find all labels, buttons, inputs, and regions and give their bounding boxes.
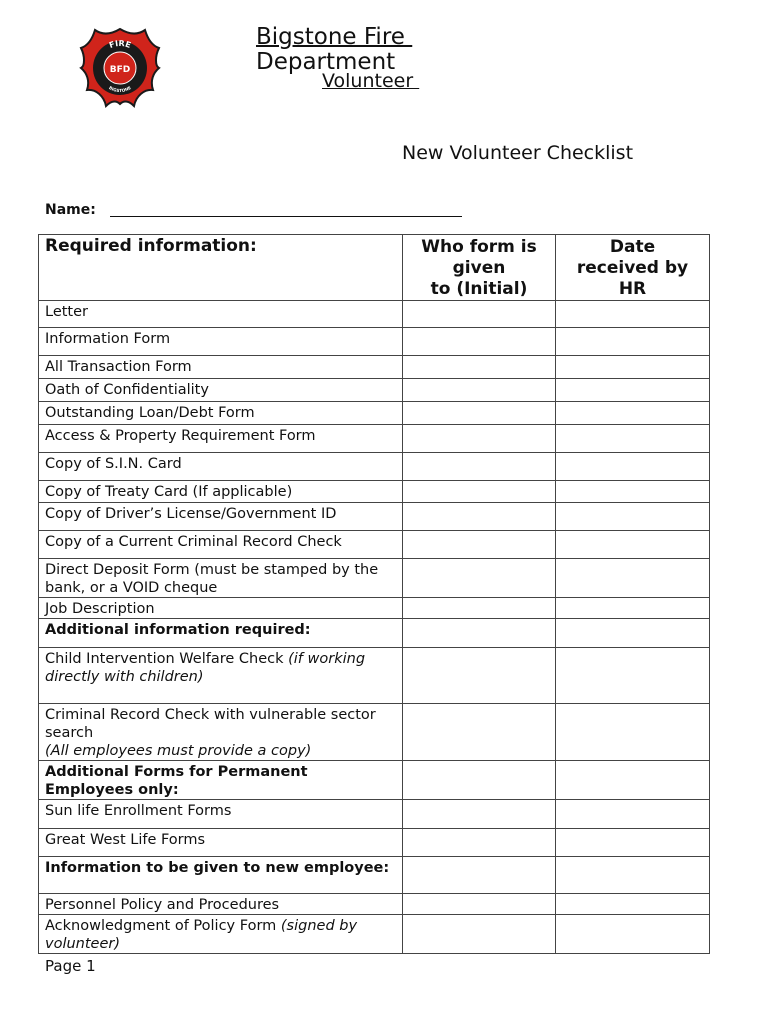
page-number: Page 1 bbox=[45, 957, 96, 975]
item-note: (All employees must provide a copy) bbox=[45, 743, 312, 759]
item-label: Oath of Confidentiality bbox=[39, 379, 403, 402]
initial-cell[interactable] bbox=[403, 301, 556, 328]
item-label: Acknowledgment of Policy Form (signed by volunteer) bbox=[39, 915, 403, 954]
date-received-cell[interactable] bbox=[556, 598, 710, 619]
table-row bbox=[39, 800, 710, 829]
table-row bbox=[39, 829, 710, 857]
table-row bbox=[39, 894, 710, 915]
date-received-cell[interactable] bbox=[556, 531, 710, 559]
date-received-cell[interactable] bbox=[556, 915, 710, 954]
date-received-header bbox=[556, 235, 710, 301]
date-received-cell[interactable] bbox=[556, 619, 710, 648]
item-note: (if working directly with children) bbox=[45, 651, 366, 685]
organization-title: Bigstone Fire bbox=[256, 24, 413, 50]
table-row bbox=[39, 379, 710, 402]
initial-cell[interactable] bbox=[403, 857, 556, 894]
section-row bbox=[39, 619, 710, 648]
date-received-cell[interactable] bbox=[556, 761, 710, 800]
header-line: given bbox=[452, 258, 506, 278]
item-label: Direct Deposit Form (must be stamped by the bank, or a VOID cheque bbox=[39, 559, 403, 598]
table-row bbox=[39, 598, 710, 619]
date-received-cell[interactable] bbox=[556, 481, 710, 503]
initial-cell[interactable] bbox=[403, 425, 556, 453]
date-received-cell[interactable] bbox=[556, 301, 710, 328]
section-row bbox=[39, 761, 710, 800]
organization-title-cut: Department bbox=[256, 49, 396, 75]
item-label: Copy of Driver’s License/Government ID bbox=[39, 503, 403, 531]
initial-cell[interactable] bbox=[403, 894, 556, 915]
table-row bbox=[39, 481, 710, 503]
table-row bbox=[39, 531, 710, 559]
item-label: Criminal Record Check with vulnerable sector search (All employees must provide a copy) bbox=[39, 704, 403, 761]
table-row bbox=[39, 503, 710, 531]
table-row bbox=[39, 402, 710, 425]
table-row bbox=[39, 559, 710, 598]
item-label: All Transaction Form bbox=[39, 356, 403, 379]
date-received-cell[interactable] bbox=[556, 704, 710, 761]
section-label: Volunteer bbox=[322, 70, 420, 92]
item-label: Information Form bbox=[39, 328, 403, 356]
table-row bbox=[39, 915, 710, 954]
section-heading: Information to be given to new employee: bbox=[39, 857, 403, 894]
initial-cell[interactable] bbox=[403, 619, 556, 648]
item-label: Copy of a Current Criminal Record Check bbox=[39, 531, 403, 559]
name-field[interactable] bbox=[110, 216, 462, 217]
table-header-row bbox=[39, 235, 710, 301]
date-received-cell[interactable] bbox=[556, 894, 710, 915]
date-received-cell[interactable] bbox=[556, 829, 710, 857]
date-received-cell[interactable] bbox=[556, 559, 710, 598]
item-note: (signed by volunteer) bbox=[45, 918, 358, 952]
date-received-cell[interactable] bbox=[556, 503, 710, 531]
table-row bbox=[39, 453, 710, 481]
logo-ring-bottom-text: BIGSTONE bbox=[108, 85, 132, 94]
initial-cell[interactable] bbox=[403, 356, 556, 379]
item-label: Great West Life Forms bbox=[39, 829, 403, 857]
initial-cell[interactable] bbox=[403, 328, 556, 356]
header-line: to (Initial) bbox=[430, 279, 528, 299]
date-received-cell[interactable] bbox=[556, 379, 710, 402]
initial-cell[interactable] bbox=[403, 800, 556, 829]
initial-cell[interactable] bbox=[403, 481, 556, 503]
item-label: Personnel Policy and Procedures bbox=[39, 894, 403, 915]
item-label: Copy of Treaty Card (If applicable) bbox=[39, 481, 403, 503]
initial-cell[interactable] bbox=[403, 531, 556, 559]
who-form-given-header bbox=[403, 235, 556, 301]
logo-center-text: BFD bbox=[109, 65, 131, 75]
header-line: received by bbox=[576, 258, 689, 278]
table-row bbox=[39, 301, 710, 328]
item-label: Child Intervention Welfare Check (if working directly with children) bbox=[39, 648, 403, 704]
item-label: Sun life Enrollment Forms bbox=[39, 800, 403, 829]
checklist-table bbox=[38, 234, 710, 954]
date-received-cell[interactable] bbox=[556, 648, 710, 704]
date-received-cell[interactable] bbox=[556, 800, 710, 829]
item-label: Copy of S.I.N. Card bbox=[39, 453, 403, 481]
date-received-cell[interactable] bbox=[556, 425, 710, 453]
date-received-cell[interactable] bbox=[556, 356, 710, 379]
name-label: Name: bbox=[45, 202, 96, 218]
fire-department-logo bbox=[78, 26, 162, 110]
initial-cell[interactable] bbox=[403, 453, 556, 481]
initial-cell[interactable] bbox=[403, 829, 556, 857]
initial-cell[interactable] bbox=[403, 559, 556, 598]
date-received-cell[interactable] bbox=[556, 328, 710, 356]
logo-ring-top-text: FIRE bbox=[107, 38, 133, 50]
table-row bbox=[39, 704, 710, 761]
initial-cell[interactable] bbox=[403, 598, 556, 619]
item-label: Letter bbox=[39, 301, 403, 328]
initial-cell[interactable] bbox=[403, 503, 556, 531]
initial-cell[interactable] bbox=[403, 379, 556, 402]
section-heading: Additional information required: bbox=[39, 619, 403, 648]
section-heading: Additional Forms for Permanent Employees only: bbox=[39, 761, 403, 800]
page-title: New Volunteer Checklist bbox=[402, 142, 634, 164]
date-received-cell[interactable] bbox=[556, 453, 710, 481]
table-row bbox=[39, 425, 710, 453]
header-line: Who form is bbox=[421, 237, 537, 257]
section-row bbox=[39, 857, 710, 894]
initial-cell[interactable] bbox=[403, 915, 556, 954]
initial-cell[interactable] bbox=[403, 648, 556, 704]
table-row bbox=[39, 356, 710, 379]
date-received-cell[interactable] bbox=[556, 402, 710, 425]
header-line: Date bbox=[609, 237, 656, 257]
item-label: Job Description bbox=[39, 598, 403, 619]
initial-cell[interactable] bbox=[403, 704, 556, 761]
initial-cell[interactable] bbox=[403, 402, 556, 425]
header-line: HR bbox=[618, 279, 647, 299]
initial-cell[interactable] bbox=[403, 761, 556, 800]
item-label: Access & Property Requirement Form bbox=[39, 425, 403, 453]
table-row bbox=[39, 328, 710, 356]
item-label: Outstanding Loan/Debt Form bbox=[39, 402, 403, 425]
date-received-cell[interactable] bbox=[556, 857, 710, 894]
table-row bbox=[39, 648, 710, 704]
required-information-header: Required information: bbox=[39, 235, 403, 301]
